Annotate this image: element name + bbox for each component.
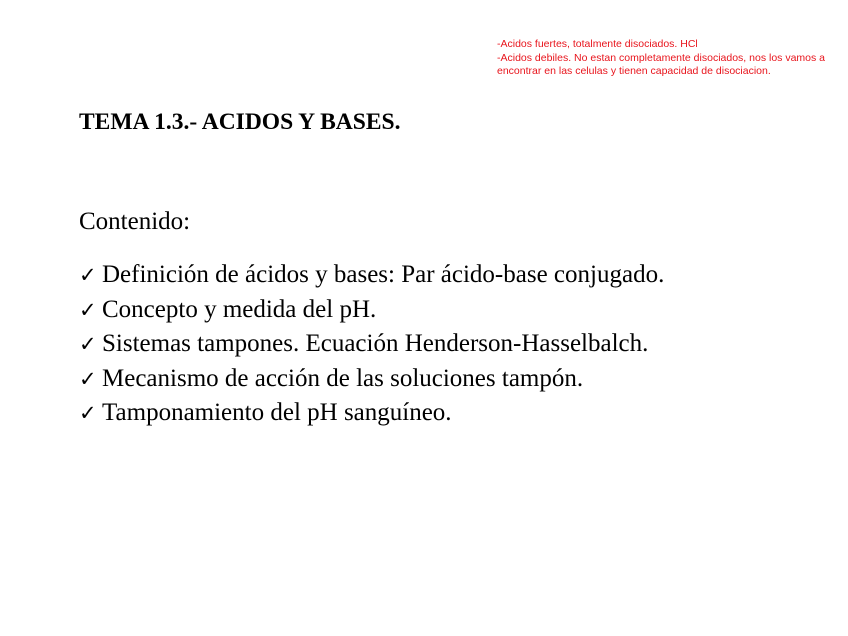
annotation-line: -Acidos debiles. No estan completamente disociados, nos los vamos a encontrar en las celulas y tienen capacidad de disociacion. xyxy=(497,51,826,77)
list-item xyxy=(79,258,664,293)
check-mark-icon: ✓ xyxy=(79,332,97,356)
annotation-line: -Acidos fuertes, totalmente disociados. HCl xyxy=(497,38,698,50)
check-mark-icon: ✓ xyxy=(79,366,97,391)
list-item xyxy=(79,327,664,362)
check-mark-icon: ✓ xyxy=(79,263,97,287)
content-list xyxy=(79,258,664,431)
list-item xyxy=(79,293,664,328)
check-mark-icon: ✓ xyxy=(79,297,97,322)
annotation-note xyxy=(497,38,842,79)
list-item xyxy=(79,362,664,397)
list-item-text: Definición de ácidos y bases: Par ácido-base conjugado. xyxy=(102,261,665,288)
list-item xyxy=(79,396,664,431)
slide-title: TEMA 1.3.- ACIDOS Y BASES. xyxy=(79,109,401,135)
list-item-text: Mecanismo de acción de las soluciones tampón. xyxy=(102,364,584,392)
check-mark-icon: ✓ xyxy=(79,401,97,425)
list-item-text: Sistemas tampones. Ecuación Henderson-Hasselbalch. xyxy=(102,330,649,357)
list-item-text: Tamponamiento del pH sanguíneo. xyxy=(102,399,452,426)
contenido-label: Contenido: xyxy=(79,208,191,235)
list-item-text: Concepto y medida del pH. xyxy=(102,295,377,323)
